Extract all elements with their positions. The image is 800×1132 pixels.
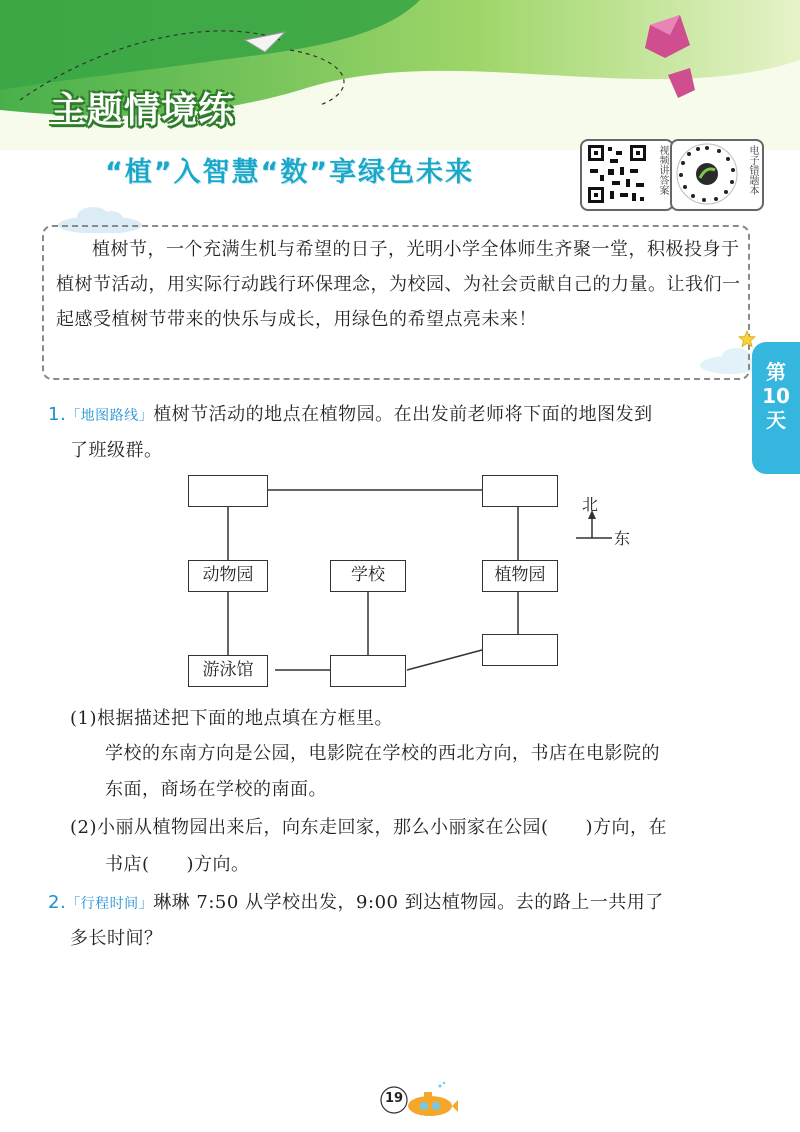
compass-east-label: 东	[614, 529, 631, 548]
star-icon	[738, 330, 756, 348]
route-map	[180, 470, 660, 690]
qr-caption: 视频讲答案	[657, 145, 668, 195]
map-school-box: 学校	[330, 560, 406, 592]
q2-line2: 多长时间？	[70, 928, 163, 949]
compass-north-label: 北	[582, 495, 599, 514]
q2-number: 2.	[48, 892, 67, 913]
day-tab-label: 第	[766, 360, 786, 384]
q1-tag: 「地图路线」	[66, 408, 154, 424]
map-pool-box: 游泳馆	[188, 655, 268, 687]
section-subtitle: “植”入智慧“数”享绿色未来	[105, 157, 474, 188]
q1-text: 植树节活动的地点在植物园。在出发前老师将下面的地图发到	[153, 404, 653, 425]
q1-part2-line1: (2)小丽从植物园出来后，向东走回家，那么小丽家在公园( )方向，在	[70, 817, 668, 838]
video-qr-code[interactable]	[580, 139, 674, 211]
map-blank-box-northwest[interactable]	[188, 475, 268, 507]
map-blank-box-southeast[interactable]	[482, 634, 558, 666]
q1-number: 1.	[48, 404, 67, 425]
q2-tag: 「行程时间」	[66, 896, 154, 912]
q1-part1-label: (1)根据描述把下面的地点填在方框里。	[70, 708, 393, 729]
qr-code-icon	[586, 143, 648, 205]
q1-line2: 了班级群。	[70, 440, 163, 461]
map-zoo-box: 动物园	[188, 560, 268, 592]
page-number: 19	[384, 1091, 404, 1106]
map-blank-box-northeast[interactable]	[482, 475, 558, 507]
mini-program-code-icon	[675, 142, 739, 206]
intro-paragraph: 植树节，一个充满生机与希望的日子，光明小学全体师生齐聚一堂，积极投身于植树节活动，用实际行动践行环保理念，为校园、为社会贡献自己的力量。让我们一起感受植树节带来的快乐与成长，用绿色的希望点亮未来！	[56, 239, 741, 330]
day-tab-label: 天	[766, 408, 786, 432]
q1-line1	[48, 398, 748, 433]
q2-text: 琳琳 7:50 从学校出发，9:00 到达植物园。去的路上一共用了	[153, 892, 664, 913]
qr-caption: 电子错题本	[747, 145, 758, 195]
day-tab	[752, 342, 800, 474]
page-footer	[380, 1080, 460, 1120]
map-botanical-garden-box: 植物园	[482, 560, 558, 592]
map-blank-box-south[interactable]	[330, 655, 406, 687]
q1-part1-desc-line1: 学校的东南方向是公园，电影院在学校的西北方向，书店在电影院的	[105, 743, 660, 764]
q1-part1-desc-line2: 东面，商场在学校的南面。	[105, 779, 327, 800]
q1-part2-line2: 书店( )方向。	[105, 854, 250, 875]
q2-line1	[48, 886, 758, 921]
wrong-question-qr-code[interactable]	[670, 139, 764, 211]
day-tab-number: 10	[762, 384, 790, 408]
section-title: 主题情境练	[50, 90, 236, 131]
